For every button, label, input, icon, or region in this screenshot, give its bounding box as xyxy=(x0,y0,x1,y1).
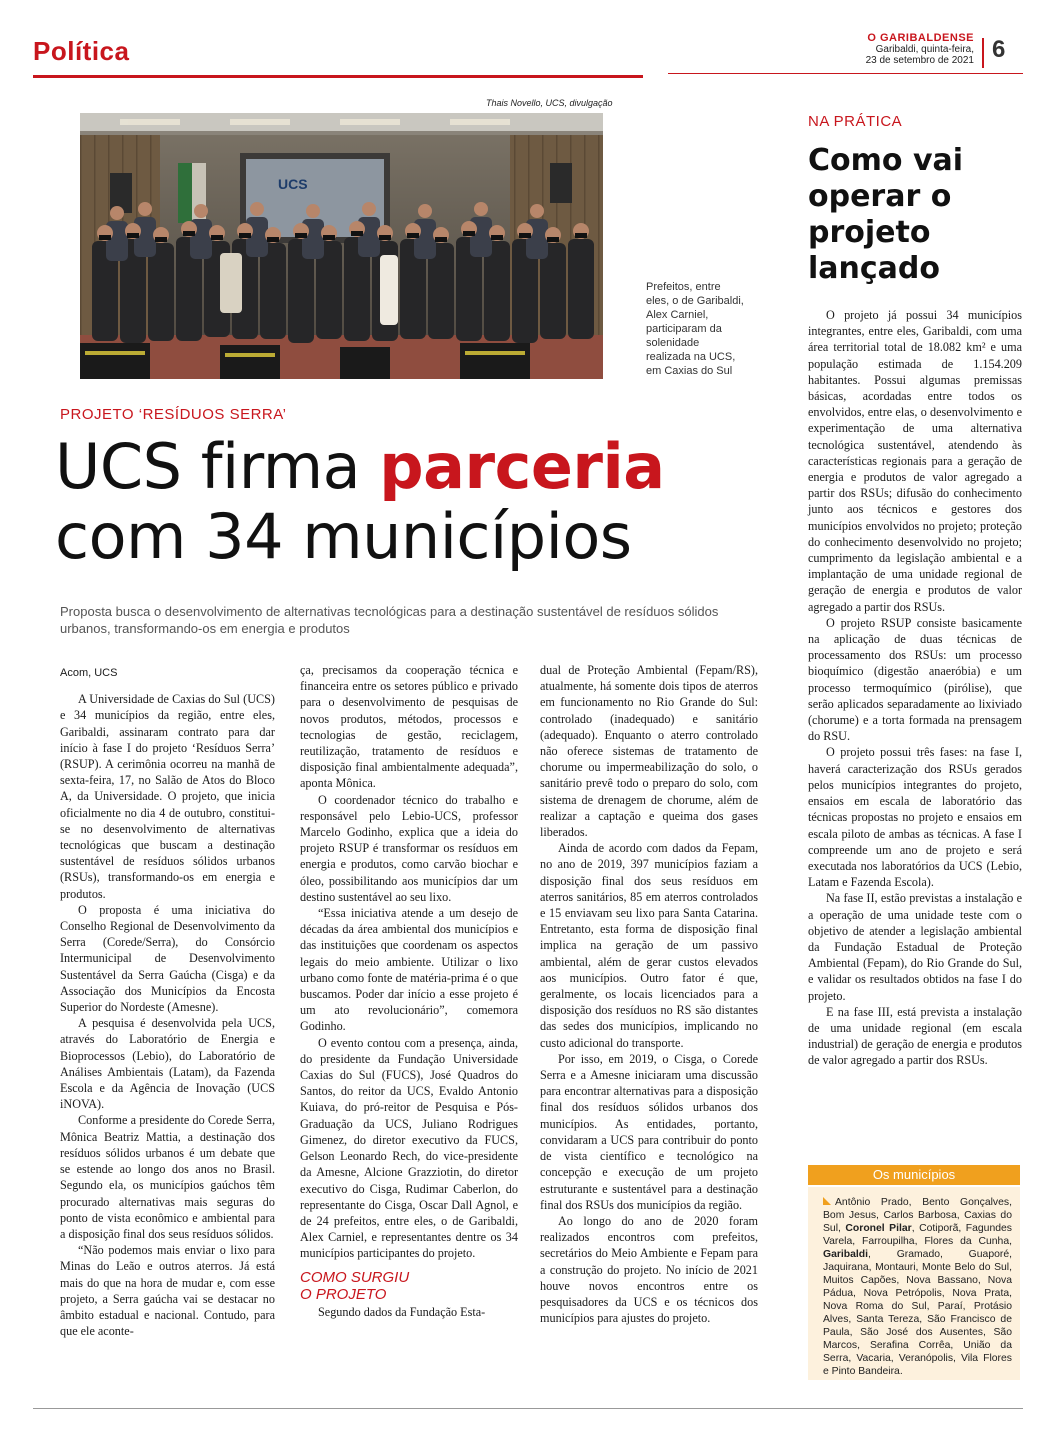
sidebar-title: Como vai operar o projeto lançado xyxy=(808,143,964,286)
page-separator xyxy=(982,38,984,68)
paragraph: Por isso, em 2019, o Cisga, o Corede Serra e a Amesne iniciaram uma discussão para encontrar alternativas para a disposição final dos resíduos sólidos urbanos dos municípios. As entidades, portanto, convidaram a UCS para contribuir do ponto de vista científico e tecnológico na concepção e execução de um projeto estruturante e sustentável para a destinação final dos RSUs dos municípios da região. xyxy=(540,1051,758,1212)
headline-highlight: parceria xyxy=(379,430,665,503)
section-rule xyxy=(33,75,643,78)
headline-part-2: com 34 municípios xyxy=(55,500,632,573)
paragraph: “Essa iniciativa atende a um desejo de décadas da área ambiental dos municípios e das instituições que coordenam os aspectos legais do meio ambiente. Utilizar o lixo urbano como fonte de matéria-prima é o que buscamos. Poder dar início a esse projeto é um ato revolucionário”, comemora Godinho. xyxy=(300,906,518,1034)
municipalities-box xyxy=(808,1187,1020,1380)
paragraph: O projeto RSUP consiste basicamente na aplicação de duas técnicas de processamento dos RSUs: um processo bioquímico (digestão anaeróbia) e um processo termoquímico (pirólise), que serão aplicados separadamente ao lixiviado (chorume) e a torta formada na prensagem do RSU. xyxy=(808,615,1022,744)
box-text-1: Antônio Prado, Bento Gonçalves, Bom Jesus, Carlos Barbosa, Caxias do Sul, xyxy=(823,1197,1012,1234)
paragraph: Na fase II, estão previstas a instalação e a operação de uma unidade teste com o objetivo de atender a legislação ambiental da Fundação Estadual de Proteção Ambiental (Fepam), do Rio Grande do Sul, e validar os resultados obtidos na fase I do projeto. xyxy=(808,891,1022,1003)
box-highlight-1: Coronel Pilar xyxy=(845,1223,912,1234)
paragraph: E na fase III, está prevista a instalação de uma unidade regional (em escala industrial) de geração de energia e produtos de valor agregado a partir dos RSUs. xyxy=(808,1004,1022,1068)
article-column-3 xyxy=(540,662,758,1326)
paragraph: dual de Proteção Ambiental (Fepam/RS), atualmente, há somente dois tipos de aterros em funcionamento no Rio Grande do Sul: controlado (inadequado) e sanitário (adequado). Enquanto o aterro controlado não oferece sistemas de tratamento de chorume ou impermeabilização do solo, o sanitário prevê todo o preparo do solo, com sistema de drenagem de chorume, além de realizar a captação e queima dos gases liberados. xyxy=(540,663,758,840)
subhead-line-1: COMO SURGIU xyxy=(300,1268,410,1286)
paragraph: ça, precisamos da cooperação técnica e financeira entre os setores público e privado para o desenvolvimento de pesquisas de novos produtos, métodos, processos e tecnologias de gestão, reciclagem, reutilização, tratamento de resíduos e disposição final ambientalmente adequada”, aponta Mônica. xyxy=(300,663,518,791)
article-headline xyxy=(55,432,795,572)
sidebar-body xyxy=(808,307,1022,1069)
dateline-2: 23 de setembro de 2021 xyxy=(865,55,974,66)
paragraph: Ao longo do ano de 2020 foram realizados encontros com prefeitos, secretários do Meio Ambiente e Fepam para a construção do projeto. No início de 2021 houve novos encontros entre os pesquisadores da UCS e os técnicos dos municípios para ajustes do projeto. xyxy=(540,1213,758,1326)
byline: Acom, UCS xyxy=(60,667,118,679)
paragraph: Conforme a presidente do Corede Serra, Mônica Beatriz Mattia, a destinação dos resíduos sólidos urbanos é um debate que se estende ao longo dos anos no Brasil. Segundo ela, os municípios gaúchos têm procurado alternativas mais seguras do ponto de vista econômico e ambiental para a disposição final dos seus resíduos sólidos. xyxy=(60,1113,275,1241)
paragraph: Segundo dados da Fundação Esta- xyxy=(318,1304,486,1319)
bottom-rule xyxy=(33,1408,1023,1409)
subhead-line-2: O PROJETO xyxy=(300,1285,387,1303)
paper-name: O GARIBALDENSE xyxy=(867,32,974,44)
paragraph: O projeto já possui 34 municípios integrantes, entre eles, Garibaldi, com uma área territorial total de 18.082 km² e uma população estimada de 1.154.209 habitantes. Possui algumas premissas básicas, acordadas entre todos os envolvidos, entre elas, o desenvolvimento e experimentação de uma alternativa tecnológica sustentável, atendendo às características regionais para a geração de energia e produtos de valor agregado a partir dos RSUs; difusão do conhecimento junto aos técnicos e gestores dos municípios envolvidos no projeto; proteção do conhecimento desenvolvido no projeto; cumprimento da legislação ambiental e a implantação de uma unidade regional de geração de energia e produtos de valor agregado a partir dos RSUs. xyxy=(808,308,1022,614)
article-deck: Proposta busca o desenvolvimento de alternativas tecnológicas para a destinação sustentável de resíduos sólidos urbanos, transformando-os em energia e produtos xyxy=(60,604,719,636)
article-kicker: PROJETO ‘RESÍDUOS SERRA’ xyxy=(60,406,287,423)
sidebar-kicker: NA PRÁTICA xyxy=(808,113,903,130)
article-column-1 xyxy=(60,665,275,1339)
box-highlight-2: Garibaldi xyxy=(823,1249,869,1260)
box-text-3: , Gramado, Guaporé, Jaquirana, Montauri, Monte Belo do Sul, Muitos Capões, Nova Bassano, Nova Pádua, Nova Petrópolis, Nova Prata, Nova Roma do Sul, Paraí, Protásio Alves, Santa Tereza, São Francisco de Paula, São José dos Ausentes, São Marcos, Serafina Corrêa, União da Serra, Vacaria, Veranópolis, Vila Flores e Pinto Bandeira. xyxy=(823,1249,1012,1377)
paragraph: O evento contou com a presença, ainda, do presidente da Fundação Universidade Caxias do Sul (FUCS), José Quadros do Santos, do reitor da UCS, Evaldo Antonio Kuiava, do pró-reitor de Pesquisa e Pós-Graduação da UCS, Juliano Rodrigues Gimenez, do diretor executivo da FUCS, Gelson Leonardo Rech, do vice-presidente da Amesne, Alcione Grazziotin, do diretor executivo do Cisga, Rudimar Caberlon, do representante do Cisga, Oscar Dall Agnol, e de 24 prefeitos, entre eles, o de Garibaldi, Alex Carniel, e representantes dentre os 34 municípios participantes do projeto. xyxy=(300,1035,518,1261)
group-photo-illustration xyxy=(80,113,603,379)
paragraph: A Universidade de Caxias do Sul (UCS) e 34 municípios da região, entre eles, Garibaldi, assinaram contrato para dar início à fase I do projeto ‘Resíduos Serra’ (RSUP). A cerimônia ocorreu na manhã de sexta-feira, 17, no Salão de Atos do Bloco A, da Universidade. O projeto, que inicia oficialmente no dia 4 de outubro, constitui-se no desenvolvimento de alternativas tecnológicas que buscam a destinação sustentável de resíduos sólidos urbanos (RSUs), transformando-os em energia e produtos. xyxy=(60,692,275,901)
paragraph: “Não podemos mais enviar o lixo para Minas do Leão e outros aterros. Já está mais do que na hora de mudar e, com esse projeto, a Serra gaúcha vai se destacar no âmbito estadual e nacional. Contudo, para que ele aconte- xyxy=(60,1243,275,1339)
municipalities-box-title: Os municípios xyxy=(808,1165,1020,1185)
triangle-bullet-icon xyxy=(823,1197,831,1205)
event-photo xyxy=(80,113,603,379)
paragraph: O projeto possui três fases: na fase I, haverá caracterização dos RSUs gerados pelos municípios integrantes do projeto, ensaios em escala de laboratório das técnicas propostas no projeto e ensaios em escala piloto de ambas as técnicas. A fase I compreende um ano de projeto e será executada nos laboratórios da UCS (Lebio, Latam e Fazenda Escola). xyxy=(808,745,1022,890)
paragraph: O coordenador técnico do trabalho e responsável pelo Lebio-UCS, professor Marcelo Godinho, explica que a ideia do projeto RSUP é transformar os resíduos em energia e produtos, como carvão biochar e óleo, possibilitando aos municípios dar um destino sustentável ao seu lixo. xyxy=(300,792,518,904)
dateline-1: Garibaldi, quinta-feira, xyxy=(875,44,974,55)
paragraph: O proposta é uma iniciativa do Conselho Regional de Desenvolvimento da Serra (Corede/Serra), do Consórcio Intermunicipal de Desenvolvimento Sustentável da Serra Gaúcha (Cisga) e da Associação dos Municípios da Encosta Superior do Nordeste (Amesne). xyxy=(60,902,275,1015)
headline-part-1: UCS firma xyxy=(55,430,380,503)
box-text-2: , Cotiporã, Fagundes Varela, Farroupilha, Flores da Cunha, xyxy=(823,1223,1012,1247)
photo-caption: Prefeitos, entre eles, o de Garibaldi, Alex Carniel, participaram da solenidade realizada na UCS, em Caxias do Sul xyxy=(646,281,744,377)
paragraph: Ainda de acordo com dados da Fepam, no ano de 2019, 397 municípios faziam a disposição final dos seus resíduos em aterros sanitários, 85 em aterros controlados e 15 enviavam seu lixo para Santa Catarina. Entretanto, esta forma de disposição final implica na geração de um passivo ambiental, além de gerar custos elevados aos municípios. Outro fator é que, geralmente, os locais licenciados para a disposição dos resíduos no RS são distantes das sedes dos municípios, implicando no custo adicional do transporte. xyxy=(540,841,758,1050)
article-column-2 xyxy=(300,662,518,1320)
photo-credit: Thais Novello, UCS, divulgação xyxy=(486,98,613,108)
paragraph: A pesquisa é desenvolvida pela UCS, através do Laboratório de Energia e Bioprocessos (Lebio), do Laboratório de Análises Ambientais (Latam), da Fazenda Escola e da Agência de Inovação (UCS iNOVA). xyxy=(60,1016,275,1112)
section-title: Política xyxy=(33,36,130,66)
page-number: 6 xyxy=(992,36,1006,63)
masthead xyxy=(866,33,974,66)
photo-screen-text: UCS xyxy=(278,176,308,192)
masthead-rule xyxy=(668,73,1023,74)
